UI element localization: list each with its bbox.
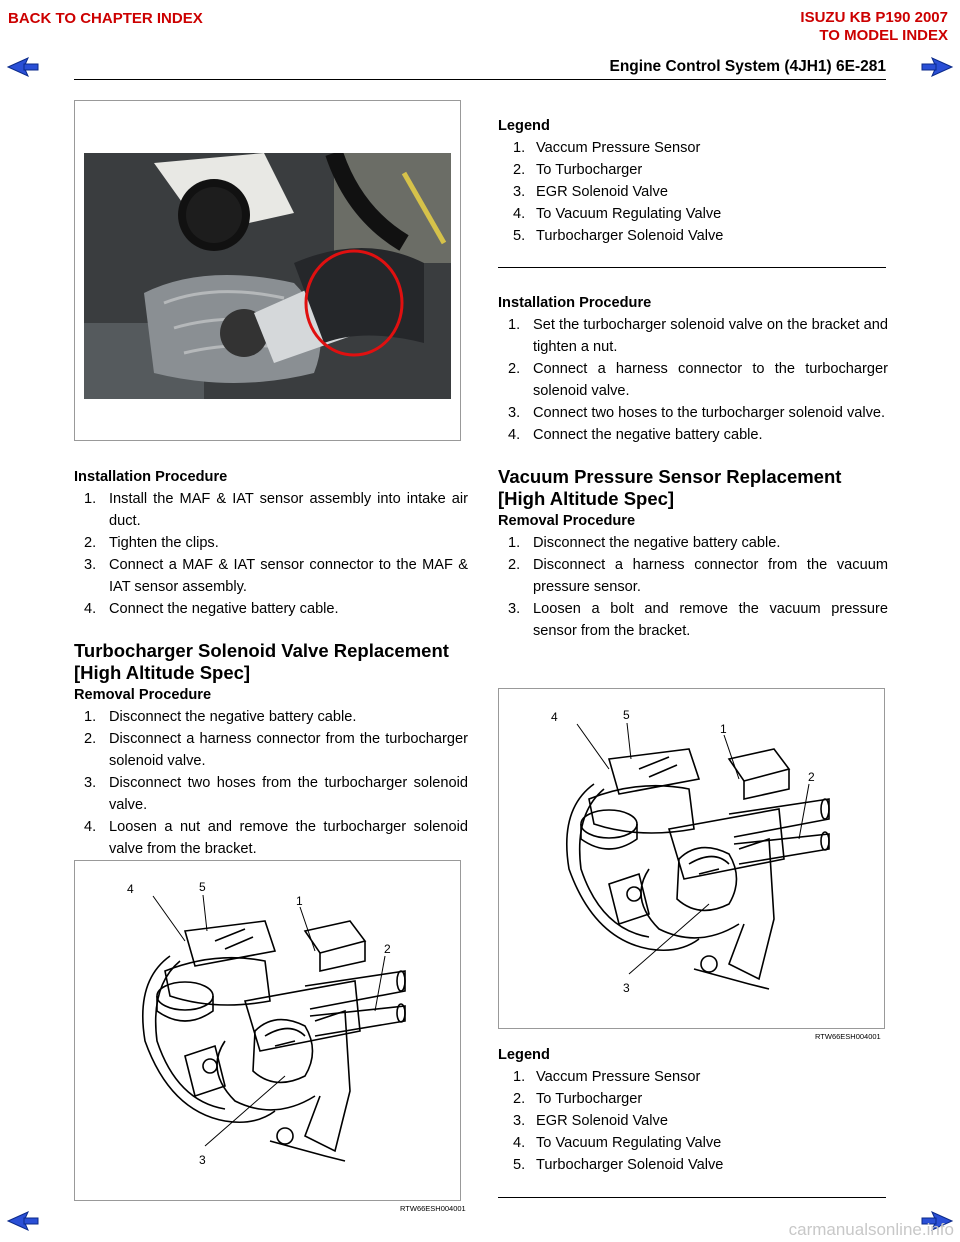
callout-label-5: 5 bbox=[199, 880, 206, 894]
right-figure-code: RTW66ESH004001 bbox=[815, 1032, 881, 1041]
list-item: 1. Set the turbocharger solenoid valve on the bracket and tighten a nut. bbox=[508, 317, 888, 355]
list-item: 2. Disconnect a harness connector from the vacuum pressure sensor. bbox=[508, 557, 888, 595]
to-model-index-link[interactable]: TO MODEL INDEX bbox=[819, 27, 948, 44]
callout-label-1: 1 bbox=[720, 722, 727, 736]
list-item: 2. To Turbocharger bbox=[513, 162, 643, 178]
list-item: 4. To Vacuum Regulating Valve bbox=[513, 206, 722, 222]
model-index-block bbox=[800, 9, 948, 45]
callout-label-2: 2 bbox=[384, 942, 391, 956]
previous-page-arrow-icon[interactable] bbox=[6, 56, 40, 78]
legend-heading: Legend bbox=[498, 118, 550, 134]
callout-label-3: 3 bbox=[199, 1153, 206, 1167]
legend-list-2 bbox=[498, 1066, 888, 1176]
watermark-text: carmanualsonline.info bbox=[788, 1220, 954, 1239]
list-item: 4. Loosen a nut and remove the turbocharger solenoid valve from the bracket. bbox=[84, 819, 468, 857]
callout-label-5: 5 bbox=[623, 708, 630, 722]
model-name-link[interactable]: ISUZU KB P190 2007 bbox=[800, 9, 948, 26]
removal-procedure-heading-right: Removal Procedure bbox=[498, 513, 636, 529]
previous-page-bottom-arrow-icon[interactable] bbox=[6, 1210, 40, 1232]
section-subtitle-high-altitude-right: [High Altitude Spec] bbox=[498, 488, 675, 509]
list-item: 4. Connect the negative battery cable. bbox=[508, 427, 763, 443]
header-rule bbox=[74, 79, 886, 80]
list-item: 1. Disconnect the negative battery cable. bbox=[508, 535, 781, 551]
right-column-main bbox=[498, 292, 888, 642]
list-item: 2. Disconnect a harness connector from the turbocharger solenoid valve. bbox=[84, 731, 468, 769]
installation-steps-list bbox=[74, 488, 468, 620]
list-item: 3. Connect two hoses to the turbocharger solenoid valve. bbox=[508, 405, 886, 421]
callout-label-4: 4 bbox=[551, 710, 558, 724]
installation-steps-list-right bbox=[498, 314, 888, 446]
list-item: 1. Vaccum Pressure Sensor bbox=[513, 140, 701, 156]
vacuum-sensor-diagram bbox=[499, 689, 884, 1028]
section-title-turbocharger-solenoid: Turbocharger Solenoid Valve Replacement bbox=[74, 640, 449, 661]
legend-divider bbox=[498, 267, 886, 268]
right-column-top bbox=[498, 115, 888, 247]
callout-label-2: 2 bbox=[808, 770, 815, 784]
legend-list bbox=[498, 137, 888, 247]
section-title-vacuum-pressure-sensor: Vacuum Pressure Sensor Replacement bbox=[498, 466, 842, 487]
installation-procedure-heading: Installation Procedure bbox=[74, 469, 228, 485]
list-item: 3. EGR Solenoid Valve bbox=[513, 184, 668, 200]
list-item: 3. Loosen a bolt and remove the vacuum pressure sensor from the bracket. bbox=[508, 601, 888, 639]
legend-heading-2: Legend bbox=[498, 1047, 550, 1063]
removal-steps-list-right bbox=[498, 532, 888, 642]
list-item: 2. Tighten the clips. bbox=[84, 535, 219, 551]
engine-bay-photo bbox=[84, 153, 451, 399]
list-item: 1. Vaccum Pressure Sensor bbox=[513, 1069, 701, 1085]
engine-bay-photo-frame bbox=[74, 100, 461, 441]
vacuum-sensor-diagram-frame bbox=[498, 688, 885, 1029]
list-item: 3. EGR Solenoid Valve bbox=[513, 1113, 668, 1129]
list-item: 2. Connect a harness connector to the turbocharger solenoid valve. bbox=[508, 361, 888, 399]
callout-label-1: 1 bbox=[296, 894, 303, 908]
installation-procedure-heading-right: Installation Procedure bbox=[498, 295, 652, 311]
list-item: 3. Connect a MAF & IAT sensor connector to the MAF & IAT sensor assembly. bbox=[84, 557, 468, 595]
solenoid-valve-diagram bbox=[75, 861, 460, 1200]
list-item: 4. Connect the negative battery cable. bbox=[84, 601, 339, 617]
list-item: 4. To Vacuum Regulating Valve bbox=[513, 1135, 722, 1151]
callout-label-4: 4 bbox=[127, 882, 134, 896]
list-item: 3. Disconnect two hoses from the turbocharger solenoid valve. bbox=[84, 775, 468, 813]
bottom-legend-divider bbox=[498, 1197, 886, 1198]
page-header-title: Engine Control System (4JH1) 6E-281 bbox=[609, 58, 886, 75]
section-subtitle-high-altitude: [High Altitude Spec] bbox=[74, 662, 251, 683]
left-figure-code: RTW66ESH004001 bbox=[400, 1204, 466, 1213]
back-to-chapter-index-link[interactable]: BACK TO CHAPTER INDEX bbox=[8, 10, 203, 27]
removal-procedure-heading: Removal Procedure bbox=[74, 687, 212, 703]
list-item: 1. Install the MAF & IAT sensor assembly into intake air duct. bbox=[84, 491, 468, 529]
list-item: 5. Turbocharger Solenoid Valve bbox=[513, 1157, 724, 1173]
list-item: 1. Disconnect the negative battery cable. bbox=[84, 709, 357, 725]
right-column-bottom bbox=[498, 1044, 888, 1176]
list-item: 2. To Turbocharger bbox=[513, 1091, 643, 1107]
left-column bbox=[74, 466, 468, 860]
next-page-arrow-icon[interactable] bbox=[920, 56, 954, 78]
callout-label-3: 3 bbox=[623, 981, 630, 995]
removal-steps-list bbox=[74, 706, 468, 860]
list-item: 5. Turbocharger Solenoid Valve bbox=[513, 228, 724, 244]
solenoid-valve-diagram-frame bbox=[74, 860, 461, 1201]
